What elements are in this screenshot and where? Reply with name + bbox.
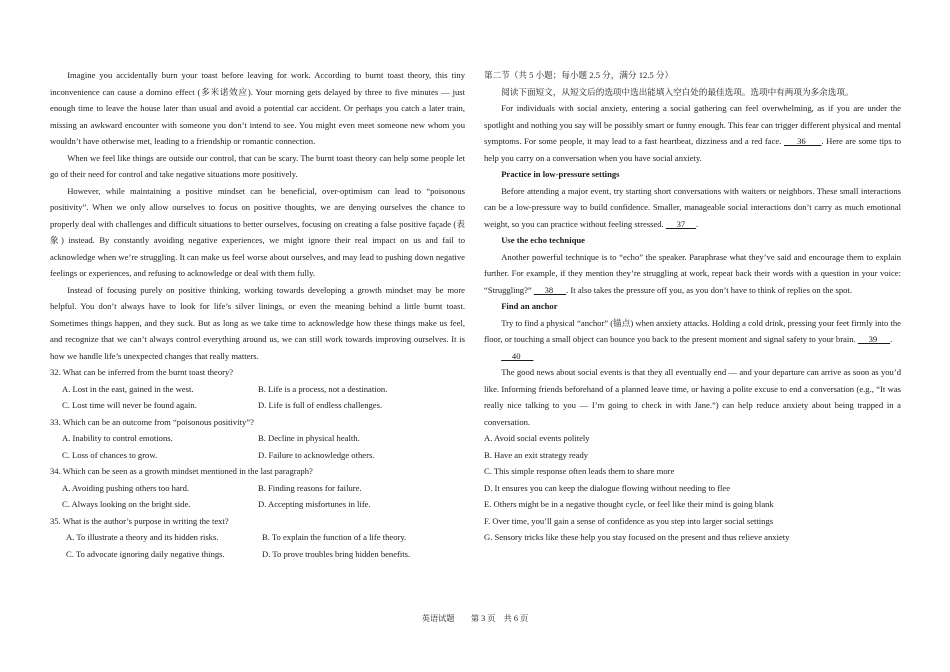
option-f: F. Over time, you’ll gain a sense of confidence as you step into larger social settings [484,515,774,526]
option-b: B. Have an exit strategy ready [484,449,589,460]
option-d: D. Accepting misfortunes in life. [258,499,371,509]
option-a: A. Avoid social events politely [484,433,590,443]
option-a: A. Lost in the east, gained in the west. [62,383,194,394]
question-text: 32. What can be inferred from the burnt toast theory? [50,367,234,377]
option-b: B. Life is a process, not a destination. [258,383,388,394]
question-34 [50,463,465,513]
right-column [484,67,901,546]
paragraph-text: Try to find a physical “anchor” (锚点) when anxiety attacks. Holding a cold drink, pressing your feet firmly into the floor, or touching a small object can bounce you back to the present moment and signal safety to your brain. [484,317,901,344]
option-d: D. Life is full of endless challenges. [258,400,383,410]
option-b: B. Decline in physical health. [258,433,360,443]
option-d: D. It ensures you can keep the dialogue flowing without needing to flee [484,482,731,493]
blank-36: 36 [784,136,822,146]
section-title: 第二节（共 5 小题；每小题 2.5 分，满分 12.5 分） [484,70,674,80]
option-a: A. To illustrate a theory and its hidden risks. [66,532,219,542]
option-c: C. Lost time will never be found again. [62,400,197,410]
paragraph-ending: The good news about social events is that they all eventually end — and your departure can arrive as soon as you’d like. Informing friends beforehand of a planned leave time, or having a polite excuse to end a conversation (e.g., “It was really nice talking to you — I’m going to check in with Jane.”) can help reduce anxiety about being trapped in a conversation. [484,367,901,427]
intro-paragraph [484,100,901,166]
heading-echo: Use the echo technique [501,235,585,245]
passage-paragraph-2: When we feel like things are outside our control, that can be scary. The burnt toast theory can help some people let go of their need for control and take negative situations more positively. [50,152,465,179]
option-c: C. Loss of chances to grow. [62,449,158,460]
blank-39: 39 [857,334,891,344]
option-c: C. To advocate ignoring daily negative things. [66,548,225,559]
option-c: C. Always looking on the bright side. [62,499,191,509]
option-a: A. Avoiding pushing others too hard. [62,482,190,493]
passage-paragraph-4: Instead of focusing purely on positive thinking, working towards developing a growth mindset may be more helpful. You don’t always have to look for life’s silver linings, or even the meaning behind a little burnt toast. Sometimes things happen, and they suck. But as long as we take time to acknowledge how these things make us feel, and recognize that we can’t always control everything around us, we can still work towards improving ourselves. It is how we handle life’s unexpected changes that really matters. [50,284,465,361]
question-32 [50,364,465,414]
paragraph-low-pressure: Before attending a major event, try starting short conversations with waiters or neighbors. These small interactions can be a low-pressure way to build confidence. Smaller, manageable social interactions don’t carry as much emotional weight, so you can practice without feeling stressed. 37 . [484,185,901,229]
option-g: G. Sensory tricks like these help you stay focused on the present and thus relieve anxiety [484,532,790,542]
passage-paragraph-3: However, while maintaining a positive mindset can be beneficial, over-optimism can lead to “poisonous positivity”. When we only allow ourselves to focus on positive thoughts, we are denying ourselves the chance to properly deal with challenges and difficult situations to better ourselves, focusing on creating a false positive façade (表象) instead. By constantly avoiding negative experiences, we might ignore their real impact on us and fail to acknowledge when we’re struggling. It can make us feel worse about ourselves, and may lead to pushing down negative feelings or experiences, and refusing to acknowledge or deal with them fully. [50,185,465,278]
paragraph-tail: . It also takes the pressure off you, as you don’t have to think of replies on the spot. [566,284,852,295]
paragraph-anchor: Try to find a physical “anchor” (锚点) when anxiety attacks. Holding a cold drink, pressing your feet firmly into the floor, or touching a small object can bounce you back to the present moment and signal safety to your brain. 39 . [484,317,901,344]
heading-anchor: Find an anchor [501,301,558,311]
blank-38: 38 [533,284,567,295]
question-text: 35. What is the author’s purpose in writing the text? [50,515,229,526]
instructions: 阅读下面短文，从短文后的选项中选出能填入空白处的最佳选项。选项中有两项为多余选项。 [501,86,854,97]
option-a: A. Inability to control emotions. [62,433,173,443]
question-33 [50,414,465,464]
paragraph-echo [484,249,901,299]
question-text: 34. Which can be seen as a growth mindset mentioned in the last paragraph? [50,466,313,476]
passage-paragraph-1: Imagine you accidentally burn your toast before leaving for work. According to burnt toast theory, this tiny inconvenience can cause a domino effect (多米诺效应). Your morning gets delayed by three to five minutes — just enough time to leave the house later than usual and avoid a potential car accident. Or perhaps you catch a later train, missing an awkward encounter with someone you don’t intend to see. You might even meet someone new whom you wouldn’t have otherwise met, leading to a friendship or romantic connection. [50,70,465,146]
option-c: C. This simple response often leads them to share more [484,466,675,476]
option-d: D. To prove troubles bring hidden benefits. [262,548,411,559]
left-column [50,67,465,562]
blank-40: 40 [501,350,534,361]
options-list [484,430,901,546]
intro-text: For individuals with social anxiety, entering a social gathering can feel overwhelming, as if you are under the spotlight and nothing you say will be possibly smart or funny enough. This fear can trigger different physical and mental symptoms. For some people, it may lead to a fast heartbeat, dizziness and a red face. [484,103,901,146]
question-text: 33. Which can be an outcome from “poisonous positivity”? [50,416,254,427]
blank-40-line [484,348,901,365]
paragraph-text: Another powerful technique is to “echo” the speaker. Paraphrase what they’ve said and encourage them to explain further. For example, if they mention they’re struggling at work, repeat back their words with a question in your voice: “Struggling?” [484,251,901,295]
page-footer: 英语试题 第 3 页 共 6 页 [421,614,529,623]
blank-37: 37 [665,218,696,229]
question-35 [50,513,465,563]
option-e: E. Others might be in a negative thought cycle, or feel like their mind is going blank [484,499,774,509]
option-b: B. To explain the function of a life theory. [262,532,407,542]
heading-low-pressure: Practice in low-pressure settings [501,169,620,179]
paragraph-text: Before attending a major event, try starting short conversations with waiters or neighbors. These small interactions can be a low-pressure way to build confidence. Smaller, manageable social interactions don’t carry as much emotional weight, so you can practice without feeling stressed. [484,185,901,229]
intro-tail: . Here are some tips to help you carry on a conversation when you have social anxiety. [484,136,901,163]
option-b: B. Finding reasons for failure. [258,482,362,493]
option-d: D. Failure to acknowledge others. [258,449,375,460]
